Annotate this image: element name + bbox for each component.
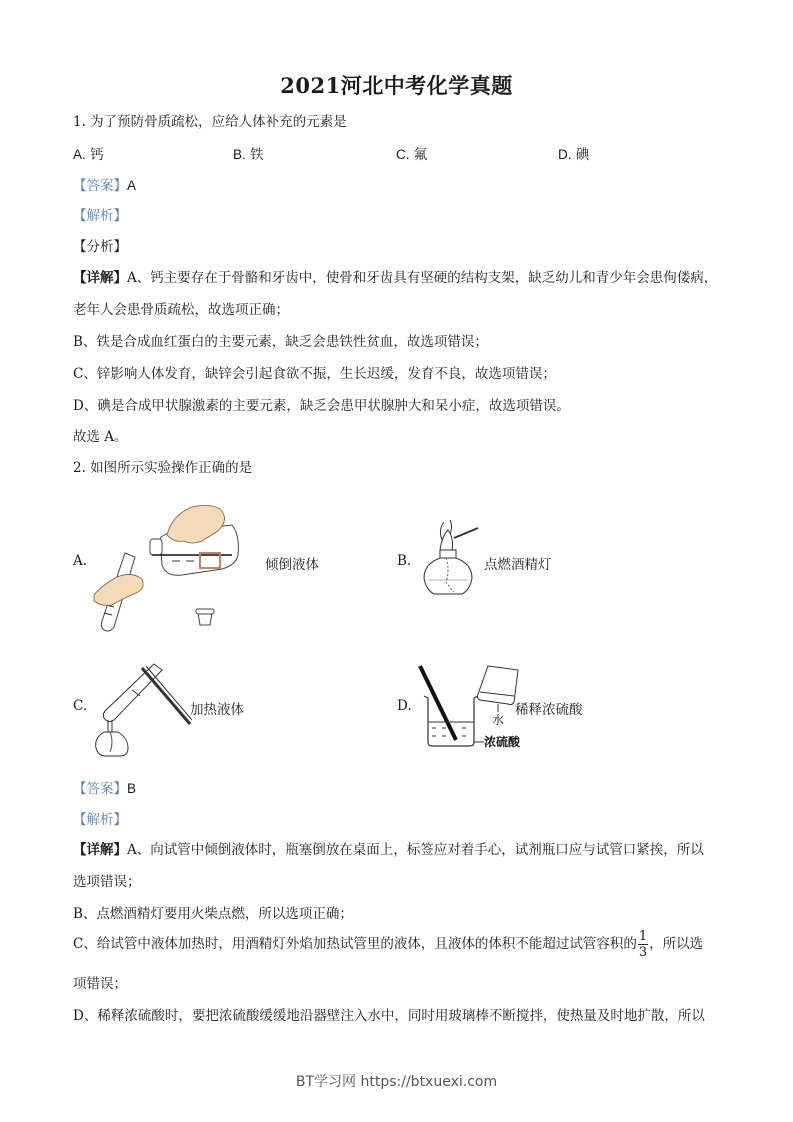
fraction-one-third <box>638 930 648 959</box>
page-footer: BT学习网 https://btxuexi.com <box>295 1074 498 1090</box>
q2-detail-line-4 <box>73 930 703 959</box>
q1-detail-line-5: D、碘是合成甲状腺激素的主要元素，缺乏会患甲状腺肿大和呆小症，故选项错误。 <box>73 398 570 414</box>
answer-tag: 【答案】 <box>73 781 127 797</box>
q2-stem: 2. 如图所示实验操作正确的是 <box>73 460 253 476</box>
q2-option-b-label: B. <box>397 553 412 569</box>
option-text: 氟 <box>413 147 428 163</box>
option-label: D. <box>558 147 572 162</box>
q1-option-c <box>396 143 427 163</box>
q2-detail-line-6: D、稀释浓硫酸时，要把浓硫酸缓缓地沿器壁注入水中，同时用玻璃棒不断搅拌，使热量及时地扩散，所以 <box>73 1008 705 1024</box>
q2-answer <box>73 777 136 797</box>
q1-detail-line-1 <box>73 266 717 286</box>
q1-detail-line-3: B、铁是合成血红蛋白的主要元素，缺乏会患铁性贫血，故选项错误； <box>73 334 488 350</box>
detail-text: C、给试管中液体加热时，用酒精灯外焰加热试管里的液体，且液体的体积不能超过试管容积的 <box>73 936 637 952</box>
q2-option-d-caption: 稀释浓硫酸 <box>515 702 583 718</box>
diluting-sulfuric-acid-illustration <box>418 662 528 748</box>
option-text: 钙 <box>90 147 104 163</box>
q1-analysis-tag: 【解析】 <box>73 208 127 224</box>
document-title: 2021河北中考化学真题 <box>280 73 513 98</box>
option-text: 铁 <box>250 147 264 163</box>
option-label: B. <box>233 147 246 162</box>
q1-answer <box>73 174 136 194</box>
detail-text: ，所以选 <box>649 936 704 952</box>
answer-value: A <box>127 178 137 193</box>
fraction-numerator: 1 <box>638 929 648 944</box>
q2-option-a-label: A. <box>73 553 88 569</box>
option-label: C. <box>396 147 410 162</box>
detail-tag: 【详解】 <box>73 842 127 858</box>
q2-option-b-caption: 点燃酒精灯 <box>484 557 552 573</box>
sulfuric-acid-label: 浓硫酸 <box>484 735 521 748</box>
q1-stem: 1. 为了预防骨质疏松，应给人体补充的元素是 <box>73 114 347 130</box>
q2-detail-line-5: 项错误； <box>73 976 127 992</box>
detail-text: A、向试管中倾倒液体时，瓶塞倒放在桌面上，标签应对着手心，试剂瓶口应与试管口紧挨，所以 <box>127 842 704 858</box>
fraction-denominator: 3 <box>638 945 648 960</box>
q2-detail-line-3: B、点燃酒精灯要用火柴点燃，所以选项正确； <box>73 906 353 922</box>
q1-option-d <box>558 143 589 163</box>
option-text: 碘 <box>575 147 590 163</box>
detail-text: A、钙主要存在于骨骼和牙齿中，使骨和牙齿具有坚硬的结构支架，缺乏幼儿和青少年会患佝偻病， <box>127 270 718 286</box>
q2-analysis-tag: 【解析】 <box>73 812 127 828</box>
answer-value: B <box>127 781 137 796</box>
q1-option-a <box>73 143 104 163</box>
q2-option-c-caption: 加热液体 <box>190 702 244 718</box>
q1-option-b <box>233 143 264 163</box>
detail-tag: 【详解】 <box>73 270 127 286</box>
q2-detail-line-1 <box>73 838 704 858</box>
q2-option-c-label: C. <box>73 698 88 714</box>
answer-tag: 【答案】 <box>73 178 127 194</box>
q2-option-a-caption: 倾倒液体 <box>265 557 319 573</box>
q2-detail-line-2: 选项错误； <box>73 874 141 890</box>
lighting-alcohol-lamp-illustration <box>420 520 490 600</box>
heating-liquid-illustration <box>92 660 192 760</box>
q1-detail-line-4: C、锌影响人体发育，缺锌会引起食欲不振，生长迟缓，发育不良，故选项错误； <box>73 366 556 382</box>
pouring-liquid-illustration <box>92 495 242 635</box>
q1-fenxi-tag: 【分析】 <box>73 239 127 255</box>
option-label: A. <box>73 147 86 162</box>
water-label: 水 <box>492 713 505 727</box>
q1-conclusion: 故选 A。 <box>73 429 128 445</box>
q1-detail-line-2: 老年人会患骨质疏松，故选项正确； <box>73 302 289 318</box>
q2-option-d-label: D. <box>397 698 412 714</box>
